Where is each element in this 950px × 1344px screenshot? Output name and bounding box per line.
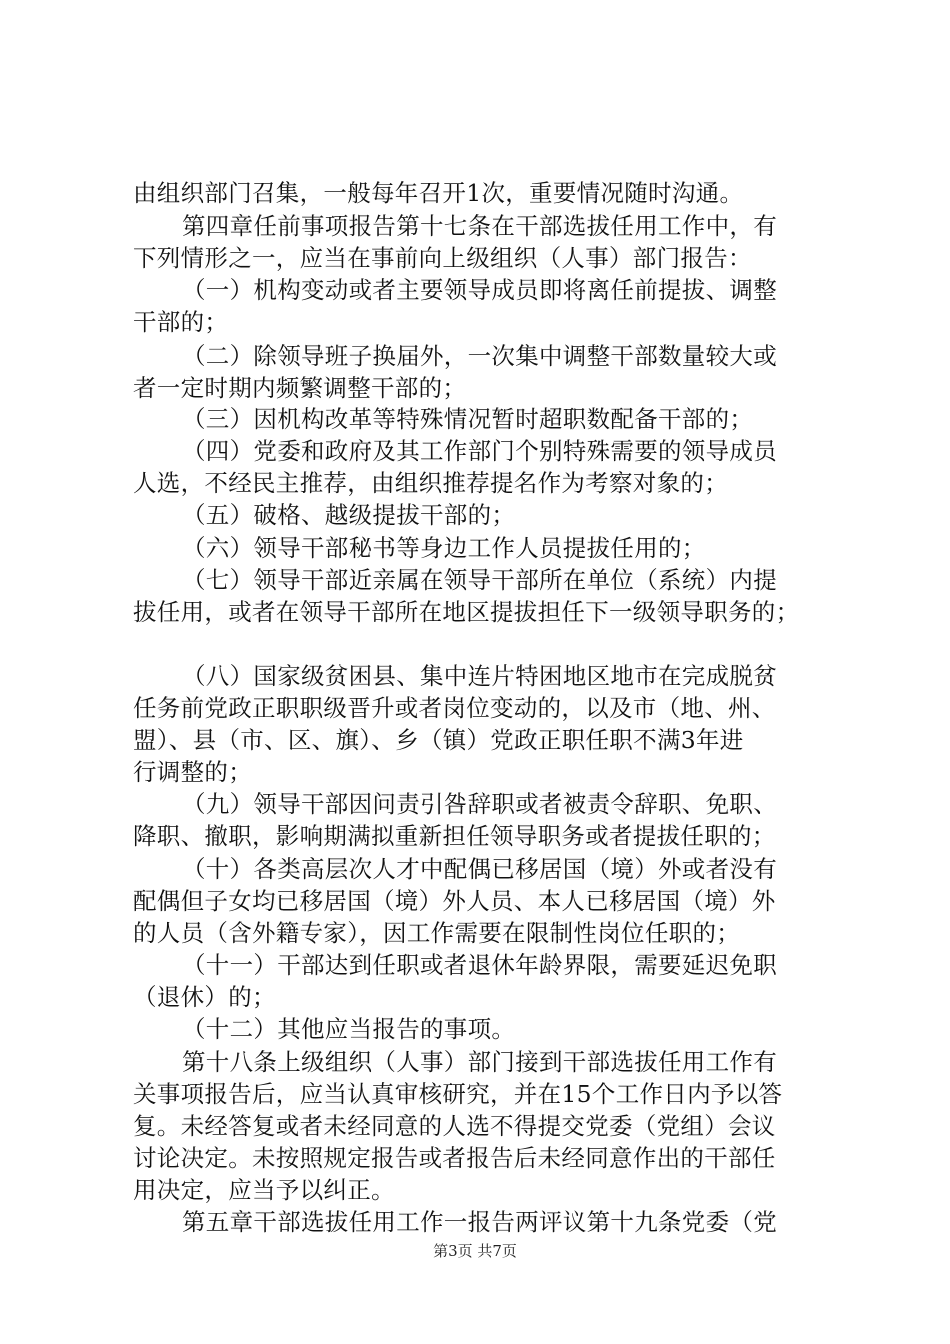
text-line: （四）党委和政府及其工作部门个别特殊需要的领导成员 bbox=[182, 437, 777, 465]
text-line: 的人员（含外籍专家），因工作需要在限制性岗位任职的； bbox=[133, 919, 741, 947]
text-line: 降职、撤职，影响期满拟重新担任领导职务或者提拔任职的； bbox=[133, 822, 776, 850]
text-line: （十二）其他应当报告的事项。 bbox=[182, 1015, 516, 1043]
text-line: 盟）、县（市、区、旗）、乡（镇）党政正职任职不满3年进 bbox=[133, 726, 744, 754]
text-line: 第五章干部选拔任用工作一报告两评议第十九条党委（党 bbox=[182, 1208, 777, 1236]
text-line: （一）机构变动或者主要领导成员即将离任前提拔、调整 bbox=[182, 276, 777, 304]
text-line: （六）领导干部秘书等身边工作人员提拔任用的； bbox=[182, 534, 706, 562]
text-line: 下列情形之一，应当在事前向上级组织（人事）部门报告： bbox=[133, 244, 752, 272]
text-line: （二）除领导班子换届外，一次集中调整干部数量较大或 bbox=[182, 342, 777, 370]
text-line: 行调整的； bbox=[133, 758, 252, 786]
text-line: 人选，不经民主推荐，由组织推荐提名作为考察对象的； bbox=[133, 469, 728, 497]
text-line: 第十八条上级组织（人事）部门接到干部选拔任用工作有 bbox=[182, 1048, 777, 1076]
text-line: 由组织部门召集，一般每年召开1次，重要情况随时沟通。 bbox=[133, 179, 744, 207]
text-line: 干部的； bbox=[133, 308, 229, 336]
text-line: 者一定时期内频繁调整干部的； bbox=[133, 374, 467, 402]
text-line: （五）破格、越级提拔干部的； bbox=[182, 501, 516, 529]
page-number-footer: 第3页 共7页 bbox=[433, 1242, 517, 1260]
text-line: （三）因机构改革等特殊情况暂时超职数配备干部的； bbox=[182, 405, 754, 433]
text-line: （十）各类高层次人才中配偶已移居国（境）外或者没有 bbox=[182, 855, 777, 883]
text-line: （十一）干部达到任职或者退休年龄界限，需要延迟免职 bbox=[182, 951, 777, 979]
text-line: 复。未经答复或者未经同意的人选不得提交党委（党组）会议 bbox=[133, 1112, 776, 1140]
text-line: 拔任用，或者在领导干部所在地区提拔担任下一级领导职务的； bbox=[133, 598, 800, 626]
text-line: （七）领导干部近亲属在领导干部所在单位（系统）内提 bbox=[182, 566, 777, 594]
text-line: （退休）的； bbox=[133, 983, 276, 1011]
text-line: 关事项报告后，应当认真审核研究，并在15个工作日内予以答 bbox=[133, 1080, 783, 1108]
text-line: 配偶但子女均已移居国（境）外人员、本人已移居国（境）外 bbox=[133, 887, 776, 915]
text-line: 第四章任前事项报告第十七条在干部选拔任用工作中，有 bbox=[182, 212, 777, 240]
text-line: 讨论决定。未按照规定报告或者报告后未经同意作出的干部任 bbox=[133, 1144, 776, 1172]
text-line: （八）国家级贫困县、集中连片特困地区地市在完成脱贫 bbox=[182, 662, 777, 690]
text-line: 用决定，应当予以纠正。 bbox=[133, 1176, 395, 1204]
text-line: 任务前党政正职职级晋升或者岗位变动的，以及市（地、州、 bbox=[133, 694, 776, 722]
text-line: （九）领导干部因问责引咎辞职或者被责令辞职、免职、 bbox=[182, 790, 777, 818]
